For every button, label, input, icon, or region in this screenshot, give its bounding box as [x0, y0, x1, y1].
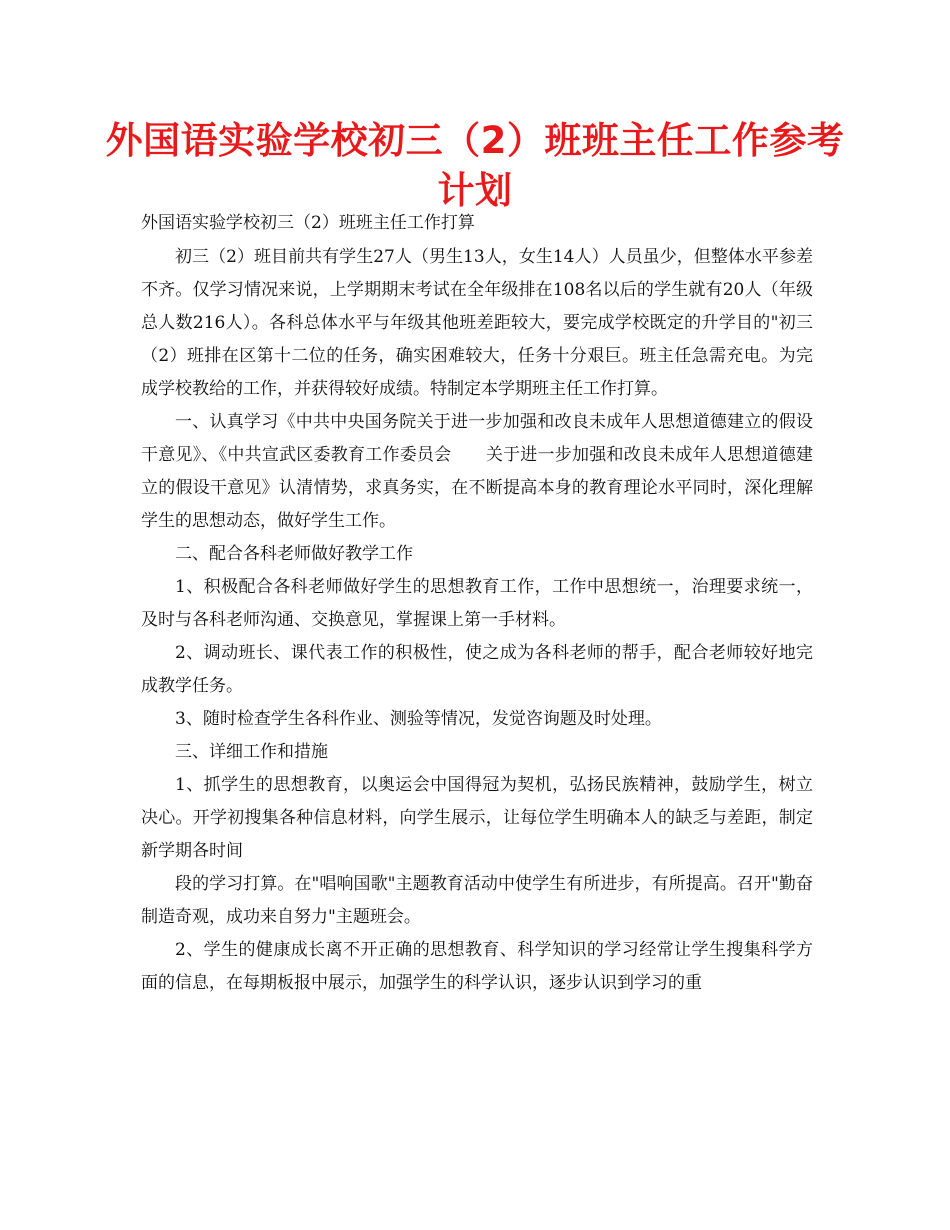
heading-section-three: 三、详细工作和措施 [175, 742, 328, 762]
paragraph-class-overview: 初三（2）班目前共有学生27人（男生13人，女生14人）人员虽少，但整体水平参差不齐。仅学习情况来说，上学期期末考试在全年级排在108名以后的学生就有20人（年级总人数216人）。各科总体水平与年级其他班差距较大，要完成学校既定的升学目的"初三（2）班排在区第十二位的任务，确实困难较大，任务十分艰巨。班主任急需充电。为完成学校教给的工作，并获得较好成绩。特制定本学期班主任工作打算。 [141, 247, 813, 399]
paragraph-item-3-1-continued: 段的学习打算。在"唱响国歌"主题教育活动中使学生有所进步，有所提高。召开"勤奋制造奇观，成功来自努力"主题班会。 [141, 874, 813, 927]
paragraph-section-one: 一、认真学习《中共中央国务院关于进一步加强和改良未成年人思想道德建立的假设干意见》、《中共宣武区委教育工作委员会 关于进一步加强和改良未成年人思想道德建立的假设干意见》认清情势，求真务实，在不断提高本身的教育理论水平同时，深化理解学生的思想动态，做好学生工作。 [141, 412, 813, 531]
paragraph-item-2-1: 1、积极配合各科老师做好学生的思想教育工作，工作中思想统一，治理要求统一，及时与各科老师沟通、交换意见，掌握课上第一手材料。 [141, 577, 813, 630]
paragraph-item-2-2: 2、调动班长、课代表工作的积极性，使之成为各科老师的帮手，配合老师较好地完成教学任务。 [141, 643, 813, 696]
paragraph-item-3-2: 2、学生的健康成长离不开正确的思想教育、科学知识的学习经常让学生搜集科学方面的信息，在每期板报中展示，加强学生的科学认识，逐步认识到学习的重 [141, 940, 813, 993]
document-subtitle: 外国语实验学校初三（2）班班主任工作打算 [141, 213, 475, 233]
heading-section-two: 二、配合各科老师做好教学工作 [175, 544, 413, 564]
paragraph-item-3-1: 1、抓学生的思想教育，以奥运会中国得冠为契机，弘扬民族精神，鼓励学生，树立决心。开学初搜集各种信息材料，向学生展示，让每位学生明确本人的缺乏与差距，制定新学期各时间 [141, 775, 813, 861]
document-body [141, 208, 813, 1000]
document-title: 外国语实验学校初三（2）班班主任工作参考计划 [105, 119, 845, 212]
paragraph-item-2-3: 3、随时检查学生各科作业、测验等情况，发觉咨询题及时处理。 [175, 709, 662, 729]
